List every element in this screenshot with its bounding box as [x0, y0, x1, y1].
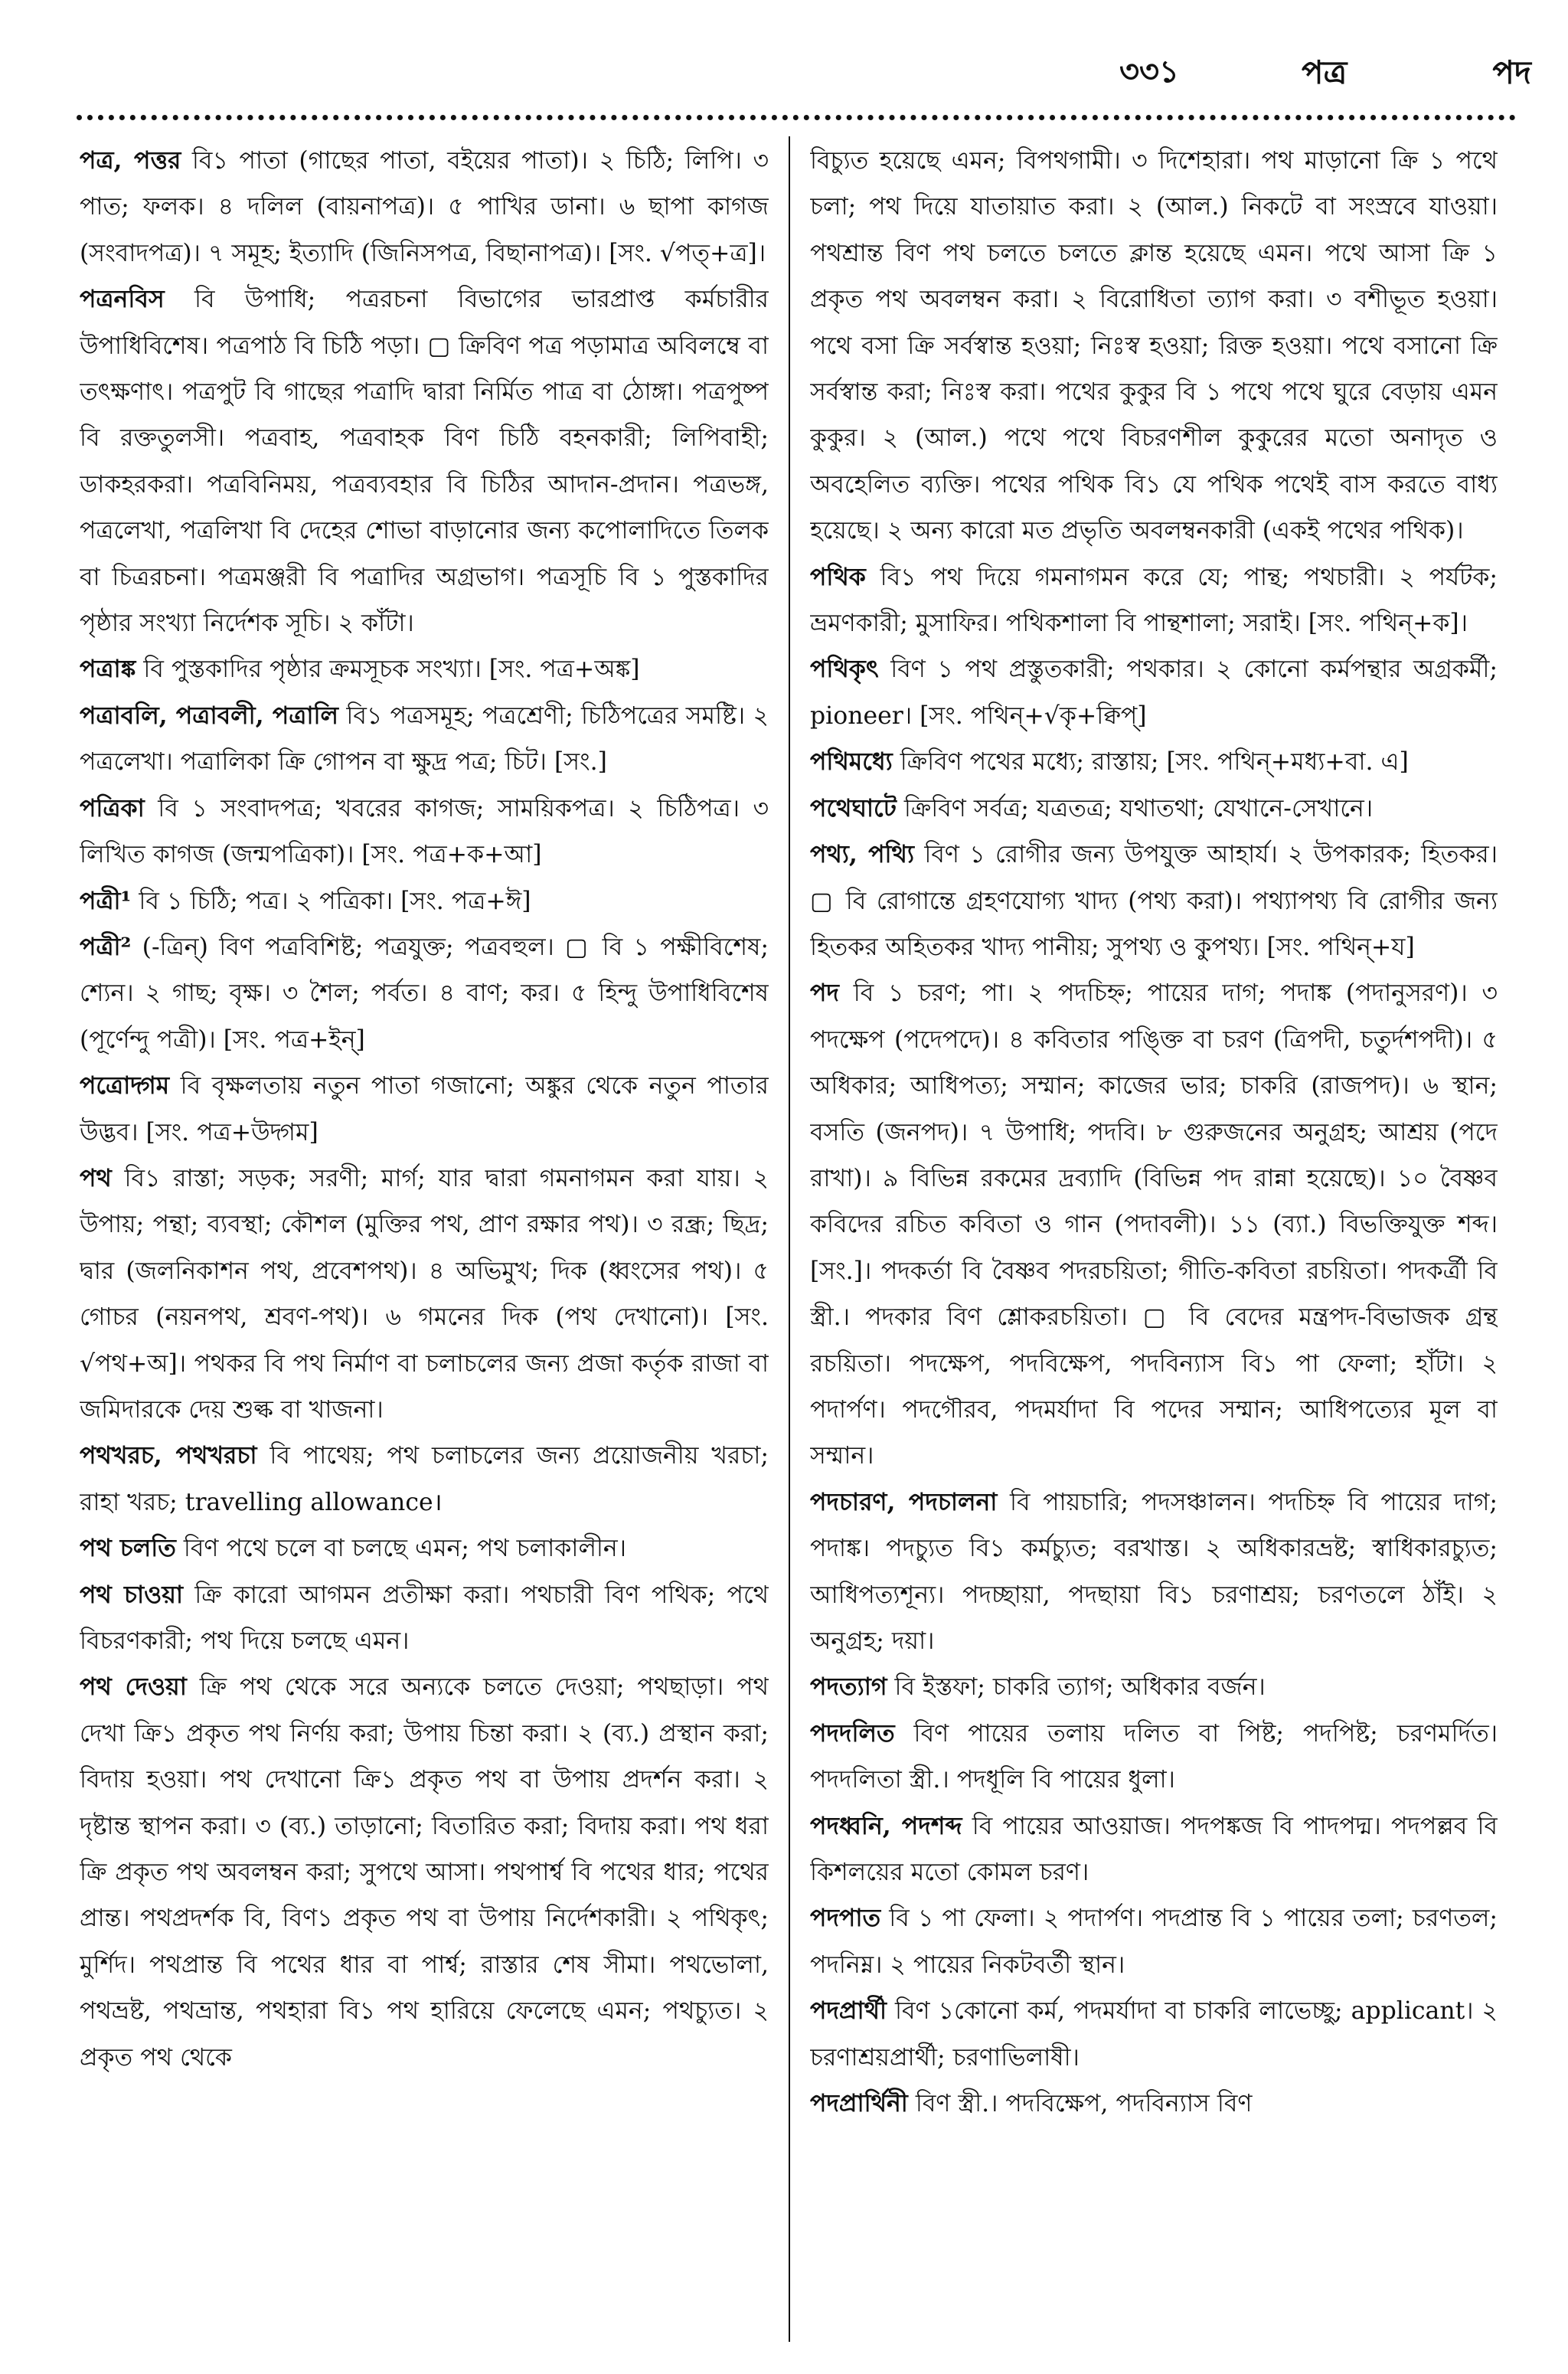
entry-definition: বিণ পায়ের তলায় দলিত বা পিষ্ট; পদপিষ্ট; চরণমর্দিত। পদদলিতা স্ত্রী.। পদধূলি বি পায়ের ধুলা।	[810, 1719, 1498, 1794]
entry-definition: বি উপাধি; পত্ররচনা বিভাগের ভারপ্রাপ্ত কর্মচারীর উপাধিবিশেষ। পত্রপাঠ বি চিঠি পড়া। ▢ ক্রিবিণ পত্র পড়ামাত্র অবিলম্বে বা তৎক্ষণাৎ। পত্রপুট বি গাছের পত্রাদি দ্বারা নির্মিত পাত্র বা ঠোঙ্গা। পত্রপুষ্প বি রক্ততুলসী। পত্রবাহ, পত্রবাহক বিণ চিঠি বহনকারী; লিপিবাহী; ডাকহরকরা। পত্রবিনিময়, পত্রব্যবহার বি চিঠির আদান-প্রদান। পত্রভঙ্গ, পত্রলেখা, পত্রলিখা বি দেহের শোভা বাড়ানোর জন্য কপোলাদিতে তিলক বা চিত্ররচনা। পত্রমঞ্জরী বি পত্রাদির অগ্রভাগ। পত্রসূচি বি ১ পুস্তকাদির পৃষ্ঠার সংখ্যা নির্দেশক সূচি। ২ কাঁটা।	[80, 286, 769, 638]
entry-definition: বি পাথেয়; পথ চলাচলের জন্য প্রয়োজনীয় খরচা; রাহা খরচ; travelling allowance।	[80, 1442, 769, 1516]
entry-headword: পদদলিত	[810, 1718, 895, 1748]
dictionary-entry	[810, 1895, 1498, 1988]
entry-definition: ক্রি পথ থেকে সরে অন্যকে চলতে দেওয়া; পথছাড়া। পথ দেখা ক্রি১ প্রকৃত পথ নির্ণয় করা; উপায় চিন্তা করা। ২ (ব্য.) প্রস্থান করা; বিদায় হওয়া। পথ দেখানো ক্রি১ প্রকৃত পথ বা উপায় প্রদর্শন করা। ২ দৃষ্টান্ত স্থাপন করা। ৩ (ব্য.) তাড়ানো; বিতারিত করা; বিদায় করা। পথ ধরা ক্রি প্রকৃত পথ অবলম্বন করা; সুপথে আসা। পথপার্শ্ব বি পথের ধার; পথের প্রান্ত। পথপ্রদর্শক বি, বিণ১ প্রকৃত পথ বা উপায় নির্দেশকারী। ২ পথিকৃৎ; মুর্শিদ। পথপ্রান্ত বি পথের ধার বা পার্শ্ব; রাস্তার শেষ সীমা। পথভোলা, পথভ্রষ্ট, পথভ্রান্ত, পথহারা বি১ পথ হারিয়ে ফেলেছে এমন; পথচ্যুত। ২ প্রকৃত পথ থেকে	[80, 1673, 769, 2072]
entry-definition: বি ইস্তফা; চাকরি ত্যাগ; অধিকার বর্জন।	[887, 1673, 1266, 1702]
entry-headword: পথ	[80, 1163, 112, 1192]
entry-headword: পদপাত	[810, 1904, 881, 1933]
dictionary-entry	[80, 786, 769, 878]
entry-definition: বিণ ১কোনো কর্ম, পদমর্যাদা বা চাকরি লাভেচ্ছু; applicant। ২ চরণাশ্রয়প্রার্থী; চরণাভিলাষী।	[810, 1997, 1498, 2072]
entry-headword: পদপ্রার্থিনী	[810, 2089, 908, 2118]
entry-headword: পত্রী¹	[80, 886, 132, 915]
entry-definition: বি১ পত্রসমূহ; পত্রশ্রেণী; চিঠিপত্রের সমষ্টি। ২ পত্রলেখা। পত্রালিকা ক্রি গোপন বা ক্ষুদ্র পত্র; চিট। [সং.]	[80, 701, 769, 777]
dictionary-entry	[80, 1433, 769, 1525]
entry-headword: পথিমধ্যে	[810, 747, 893, 777]
dictionary-entry	[810, 2081, 1498, 2127]
dictionary-entry	[80, 1572, 769, 1665]
entry-headword: পত্রোদ্গম	[80, 1071, 170, 1100]
entry-headword: পত্রাবলি, পত্রাবলী, পত্রালি	[80, 701, 338, 730]
entry-definition: (-ত্রিন্) বিণ পত্রবিশিষ্ট; পত্রযুক্ত; পত্রবহুল। ▢ বি ১ পক্ষীবিশেষ; শ্যেন। ২ গাছ; বৃক্ষ। ৩ শৈল; পর্বত। ৪ বাণ; কর। ৫ হিন্দু উপাধিবিশেষ (পূর্ণেন্দু পত্রী)। [সং. পত্র+ইন্]	[80, 933, 769, 1054]
dictionary-entry	[810, 970, 1498, 1479]
entry-headword: পথ দেওয়া	[80, 1673, 187, 1702]
entry-headword: পথেঘাটে	[810, 793, 897, 822]
entry-definition: বিচ্যুত হয়েছে এমন; বিপথগামী। ৩ দিশেহারা। পথ মাড়ানো ক্রি ১ পথে চলা; পথ দিয়ে যাতায়াত করা। ২ (আল.) নিকটে বা সংস্রবে যাওয়া। পথশ্রান্ত বিণ পথ চলতে চলতে ক্লান্ত হয়েছে এমন। পথে আসা ক্রি ১ প্রকৃত পথ অবলম্বন করা। ২ বিরোধিতা ত্যাগ করা। ৩ বশীভূত হওয়া। পথে বসা ক্রি সর্বস্বান্ত হওয়া; নিঃস্ব হওয়া; রিক্ত হওয়া। পথে বসানো ক্রি সর্বস্বান্ত করা; নিঃস্ব করা। পথের কুকুর বি ১ পথে পথে ঘুরে বেড়ায় এমন কুকুর। ২ (আল.) পথে পথে বিচরণশীল কুকুরের মতো অনাদৃত ও অবহেলিত ব্যক্তি। পথের পথিক বি১ যে পথিক পথেই বাস করতে বাধ্য হয়েছে। ২ অন্য কারো মত প্রভৃতি অবলম্বনকারী (একই পথের পথিক)।	[810, 147, 1498, 545]
entry-headword: পথ চাওয়া	[80, 1580, 184, 1609]
entry-definition: বি১ পথ দিয়ে গমনাগমন করে যে; পান্থ; পথচারী। ২ পর্যটক; ভ্রমণকারী; মুসাফির। পথিকশালা বি পান্থশালা; সরাই। [সং. পথিন্+ক]।	[810, 563, 1498, 638]
entry-definition: ক্রিবিণ পথের মধ্যে; রাস্তায়; [সং. পথিন্+মধ্য+বা. এ]	[892, 748, 1409, 777]
entry-definition: বি ১ সংবাদপত্র; খবরের কাগজ; সাময়িকপত্র। ২ চিঠিপত্র। ৩ লিখিত কাগজ (জন্মপত্রিকা)। [সং. পত্র+ক+আ]	[80, 794, 769, 869]
entry-headword: পত্রাঙ্ক	[80, 655, 136, 684]
entry-definition: বিণ স্ত্রী.। পদবিক্ষেপ, পদবিন্যাস বিণ	[907, 2090, 1253, 2118]
entry-definition: বি১ পাতা (গাছের পাতা, বইয়ের পাতা)। ২ চিঠি; লিপি। ৩ পাত; ফলক। ৪ দলিল (বায়নাপত্র)। ৫ পাখির ডানা। ৬ ছাপা কাগজ (সংবাদপত্র)। ৭ সমূহ; ইত্যাদি (জিনিসপত্র, বিছানাপত্র)। [সং. √পত্+ত্র]।	[80, 147, 769, 267]
entry-definition: বি বৃক্ষলতায় নতুন পাতা গজানো; অঙ্কুর থেকে নতুন পাতার উদ্ভব। [সং. পত্র+উদ্গম]	[80, 1072, 769, 1146]
entry-headword: পত্রনবিস	[80, 285, 165, 314]
dictionary-entry	[80, 276, 769, 646]
entry-definition: বি পুস্তকাদির পৃষ্ঠার ক্রমসূচক সংখ্যা। [সং. পত্র+অঙ্ক]	[136, 656, 640, 684]
entry-headword: পথ চলতি	[80, 1534, 176, 1563]
guide-word-first: পত্র	[1302, 54, 1348, 91]
dictionary-entry	[810, 832, 1498, 970]
entry-definition: বিণ পথে চলে বা চলছে এমন; পথ চলাকালীন।	[175, 1535, 626, 1563]
entry-headword: পথ্য, পথ্যি	[810, 840, 915, 869]
entry-definition: ক্রি কারো আগমন প্রতীক্ষা করা। পথচারী বিণ পথিক; পথে বিচরণকারী; পথ দিয়ে চলছে এমন।	[80, 1581, 769, 1655]
entry-headword: পদধ্বনি, পদশব্দ	[810, 1811, 962, 1840]
entry-headword: পদপ্রার্থী	[810, 1996, 887, 2026]
dictionary-entry	[810, 786, 1498, 832]
dictionary-entry	[810, 554, 1498, 647]
dictionary-entry	[810, 1480, 1498, 1665]
entry-headword: পত্রিকা	[80, 793, 145, 822]
entry-definition: বি পায়ের আওয়াজ। পদপঙ্কজ বি পাদপদ্ম। পদপল্লব বি কিশলয়ের মতো কোমল চরণ।	[810, 1812, 1498, 1887]
dictionary-entry	[810, 1803, 1498, 1896]
page-number: ৩৩১	[1119, 54, 1179, 90]
dictionary-entry	[810, 646, 1498, 739]
column-divider	[789, 136, 790, 2342]
dictionary-entry	[80, 878, 769, 924]
entry-headword: পত্রী²	[80, 932, 132, 961]
dictionary-entry	[810, 1988, 1498, 2081]
entry-definition: বি ১ পা ফেলা। ২ পদার্পণ। পদপ্রান্ত বি ১ পায়ের তলা; চরণতল; পদনিম্ন। ২ পায়ের নিকটবর্তী স্থান।	[810, 1905, 1498, 1979]
entry-definition: বি ১ চিঠি; পত্র। ২ পত্রিকা। [সং. পত্র+ঈ]	[131, 887, 531, 915]
dictionary-entry	[810, 138, 1498, 554]
dictionary-entry	[810, 1711, 1498, 1803]
dictionary-entry	[80, 646, 769, 692]
entry-definition: ক্রিবিণ সর্বত্র; যত্রতত্র; যথাতথা; যেখানে-সেখানে।	[896, 794, 1374, 822]
dictionary-entry	[810, 1664, 1498, 1710]
entry-definition: বিণ ১ রোগীর জন্য উপযুক্ত আহার্য। ২ উপকারক; হিতকর। ▢ বি রোগান্তে গ্রহণযোগ্য খাদ্য (পথ্য করা)। পথ্যাপথ্য বি রোগীর জন্য হিতকর অহিতকর খাদ্য পানীয়; সুপথ্য ও কুপথ্য। [সং. পথিন্+য]	[810, 841, 1498, 961]
left-column	[80, 138, 769, 2343]
dictionary-entry	[80, 924, 769, 1063]
dictionary-entry	[80, 1156, 769, 1433]
dictionary-entry	[80, 138, 769, 276]
guide-words	[1302, 47, 1531, 102]
dictionary-entry	[80, 1525, 769, 1571]
entry-headword: পদত্যাগ	[810, 1673, 887, 1702]
entry-headword: পদ	[810, 979, 839, 1008]
entry-definition: বি পায়চারি; পদসঞ্চালন। পদচিহ্ন বি পায়ের দাগ; পদাঙ্ক। পদচ্যুত বি১ কর্মচ্যুত; বরখাস্ত। ২ অধিকারভ্রষ্ট; স্বাধিকারচ্যুত; আধিপত্যশূন্য। পদচ্ছায়া, পদছায়া বি১ চরণাশ্রয়; চরণতলে ঠাঁই। ২ অনুগ্রহ; দয়া।	[810, 1488, 1498, 1655]
right-column	[810, 138, 1498, 2343]
header-rule	[77, 115, 1516, 120]
dictionary-entry	[80, 1063, 769, 1156]
entry-headword: পত্র, পত্তর	[80, 146, 181, 175]
entry-headword: পথখরচ, পথখরচা	[80, 1441, 257, 1470]
entry-headword: পদচারণ, পদচালনা	[810, 1487, 998, 1516]
entry-headword: পথিক	[810, 562, 866, 591]
dictionary-entry	[80, 1664, 769, 2081]
entry-definition: বি১ রাস্তা; সড়ক; সরণী; মার্গ; যার দ্বারা গমনাগমন করা যায়। ২ উপায়; পন্থা; ব্যবস্থা; কৌশল (মুক্তির পথ, প্রাণ রক্ষার পথ)। ৩ রন্ধ্র; ছিদ্র; দ্বার (জলনিকাশন পথ, প্রবেশপথ)। ৪ অভিমুখ; দিক (ধ্বংসের পথ)। ৫ গোচর (নয়নপথ, শ্রবণ-পথ)। ৬ গমনের দিক (পথ দেখানো)। [সং. √পথ+অ]। পথকর বি পথ নির্মাণ বা চলাচলের জন্য প্রজা কর্তৃক রাজা বা জমিদারকে দেয় শুল্ক বা খাজনা।	[80, 1164, 769, 1424]
entry-headword: পথিকৃৎ	[810, 655, 879, 684]
entry-definition: বিণ ১ পথ প্রস্তুতকারী; পথকার। ২ কোনো কর্মপন্থার অগ্রকর্মী; pioneer। [সং. পথিন্+√কৃ+ক্বিপ্]	[810, 656, 1498, 730]
entry-definition: বি ১ চরণ; পা। ২ পদচিহ্ন; পায়ের দাগ; পদাঙ্ক (পদানুসরণ)। ৩ পদক্ষেপ (পদেপদে)। ৪ কবিতার পঙ্ক্তি বা চরণ (ত্রিপদী, চতুর্দশপদী)। ৫ অধিকার; আধিপত্য; সম্মান; কাজের ভার; চাকরি (রাজপদ)। ৬ স্থান; বসতি (জনপদ)। ৭ উপাধি; পদবি। ৮ গুরুজনের অনুগ্রহ; আশ্রয় (পদে রাখা)। ৯ বিভিন্ন রকমের দ্রব্যাদি (বিভিন্ন পদ রান্না হয়েছে)। ১০ বৈষ্ণব কবিদের রচিত কবিতা ও গান (পদাবলী)। ১১ (ব্যা.) বিভক্তিযুক্ত শব্দ। [সং.]। পদকর্তা বি বৈষ্ণব পদরচয়িতা; গীতি-কবিতা রচয়িতা। পদকর্ত্রী বি স্ত্রী.। পদকার বিণ শ্লোকরচয়িতা। ▢ বি বেদের মন্ত্রপদ-বিভাজক গ্রন্থ রচয়িতা। পদক্ষেপ, পদবিক্ষেপ, পদবিন্যাস বি১ পা ফেলা; হাঁটা। ২ পদার্পণ। পদগৌরব, পদমর্যাদা বি পদের সম্মান; আধিপত্যের মূল বা সম্মান।	[810, 979, 1498, 1470]
guide-word-last: পদ	[1492, 54, 1531, 91]
dictionary-entry	[80, 693, 769, 786]
dictionary-entry	[810, 739, 1498, 785]
